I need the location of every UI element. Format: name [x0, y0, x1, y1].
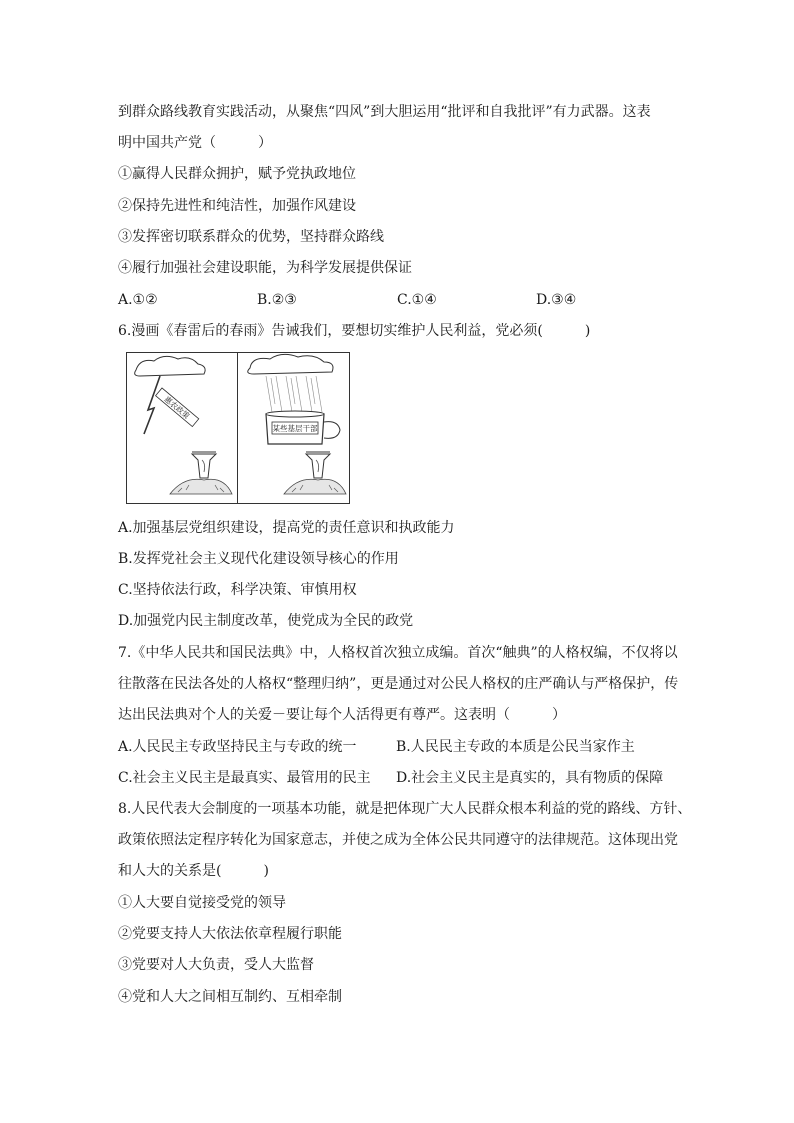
q7-option-b[interactable]: B.人民民主专政的本质是公民当家作主 [396, 739, 635, 755]
q5-option-b[interactable]: B.②③ [257, 292, 297, 308]
q7-option-a[interactable]: A.人民民主专政坚持民主与专政的统一 [118, 739, 357, 755]
q7-option-d[interactable]: D.社会主义民主是真实的，具有物质的保障 [396, 770, 664, 786]
q5-item-2: ②保持先进性和纯洁性，加强作风建设 [118, 198, 356, 214]
q5-stem-line-2: 明中国共产党（ ） [118, 135, 272, 151]
q6-stem: 6.漫画《春雷后的春雨》告诫我们，要想切实维护人民利益，党必须( ) [118, 323, 591, 339]
q7-stem-line-3: 达出民法典对个人的关爱－要让每个人活得更有尊严。这表明（ ） [118, 707, 566, 723]
q5-option-c[interactable]: C.①④ [397, 292, 437, 308]
q5-option-d[interactable]: D.③④ [536, 292, 577, 308]
q6-option-d[interactable]: D.加强党内民主制度改革，使党成为全民的政党 [118, 613, 414, 629]
q5-item-3: ③发挥密切联系群众的优势，坚持群众路线 [118, 229, 384, 245]
q5-item-4: ④履行加强社会建设职能，为科学发展提供保证 [118, 260, 412, 276]
q6-option-c[interactable]: C.坚持依法行政，科学决策、审慎用权 [118, 582, 357, 598]
cartoon-left-label: 惠农政策 [162, 394, 192, 421]
q8-stem-line-3: 和人大的关系是( ) [118, 863, 269, 879]
q6-option-b[interactable]: B.发挥党社会主义现代化建设领导核心的作用 [118, 551, 399, 567]
q8-stem-line-2: 政策依照法定程序转化为国家意志，并使之成为全体公民共同遵守的法律规范。这体现出党 [118, 832, 678, 848]
q8-stem-line-1: 8.人民代表大会制度的一项基本功能，就是把体现广大人民群众根本利益的党的路线、方针、 [118, 801, 692, 817]
q8-item-1: ①人大要自觉接受党的领导 [118, 895, 286, 911]
q7-stem-line-2: 往散落在民法各处的人格权“整理归纳”，更是通过对公民人格权的庄严确认与严格保护，传 [118, 676, 679, 692]
q8-item-3: ③党要对人大负责，受人大监督 [118, 957, 314, 973]
q7-option-c[interactable]: C.社会主义民主是最真实、最管用的民主 [118, 770, 371, 786]
cartoon-right-label: 某些基层干部 [272, 424, 318, 433]
q5-item-1: ①赢得人民群众拥护，赋予党执政地位 [118, 166, 356, 182]
q5-option-a[interactable]: A.①② [118, 292, 158, 308]
q8-item-2: ②党要支持人大依法依章程履行职能 [118, 926, 342, 942]
q7-stem-line-1: 7.《中华人民共和国民法典》中，人格权首次独立成编。首次“触典”的人格权编，不仅将以 [118, 645, 678, 661]
q6-cartoon [126, 352, 350, 504]
q5-stem-line-1: 到群众路线教育实践活动，从聚焦“四风”到大胆运用“批评和自我批评”有力武器。这表 [118, 104, 651, 120]
q6-option-a[interactable]: A.加强基层党组织建设，提高党的责任意识和执政能力 [118, 520, 455, 536]
q8-item-4: ④党和人大之间相互制约、互相牵制 [118, 989, 342, 1005]
